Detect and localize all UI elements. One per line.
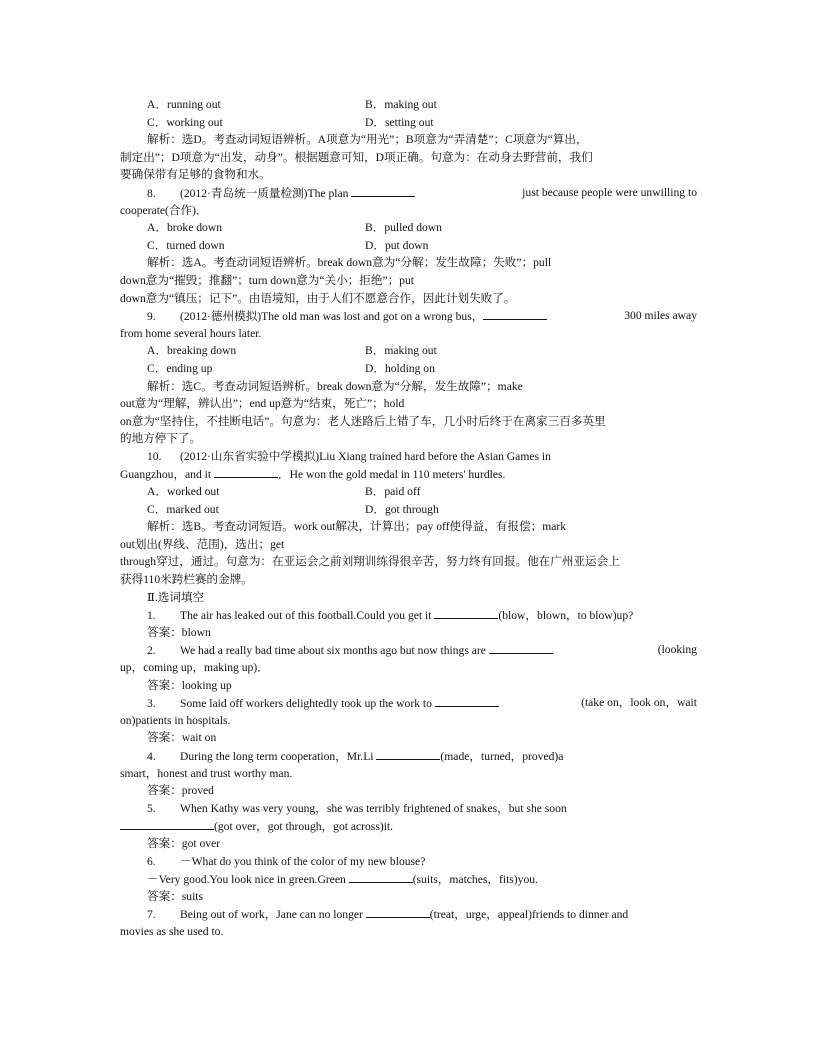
fill-q5-post: (got over，got through，got across)it. (214, 820, 394, 834)
fill-q2-number: 2. (147, 644, 156, 658)
q7-options-row-2 (0, 114, 816, 132)
fill-q3-post: (take on，look on，wait (581, 696, 697, 710)
q10-answer-blank (214, 465, 278, 478)
q10-analysis-line-3: through穿过，通过。句意为：在亚运会之前刘翔训练得很辛苦，努力终有回报。他在广州亚运会上 (120, 555, 620, 569)
q9-stem-line-2: from home several hours later. (120, 326, 262, 340)
q8-stem-pre: (2012·青岛统一质量检测)The plan (180, 186, 349, 200)
q10-number: 10. (147, 449, 162, 463)
fill-q3-pre: Some laid off workers delightedly took up the work to (180, 697, 432, 711)
q9-options-row-1 (0, 342, 816, 360)
fill-q2-post: (looking (657, 643, 697, 657)
q7-option-d: D．setting out (365, 115, 434, 129)
fill-q2-stem (0, 641, 816, 659)
q7-options-row-1 (0, 96, 816, 114)
q10-option-a: A．worked out (147, 485, 220, 499)
q9-option-c: C．ending up (147, 361, 213, 375)
q10-stem-line-1-text: (2012·山东省实验中学模拟)Liu Xiang trained hard before the Asian Games in (180, 449, 551, 463)
q10-option-b: B．paid off (365, 485, 421, 499)
fill-q7-answer-blank (366, 905, 430, 918)
document-page (0, 96, 816, 941)
q9-analysis-line-3: on意为“坚持住，不挂断电话”。句意为：老人迷路后上错了车，几小时后终于在离家三百多英里 (120, 414, 606, 428)
fill-q5-answer: 答案：got over (147, 836, 221, 850)
q10-stem-line-1 (0, 448, 816, 466)
fill-q5-line-2 (0, 817, 816, 835)
q7-analysis-line-3: 要确保带有足够的食物和水。 (120, 168, 271, 182)
fill-q2-answer: 答案：looking up (147, 678, 232, 692)
fill-q2-answer-blank (489, 641, 553, 654)
fill-q6-answer-blank (349, 870, 413, 883)
fill-q1-pre: The air has leaked out of this football.Could you get it (180, 609, 432, 623)
q9-stem-pre: (2012·德州模拟)The old man was lost and got on a wrong bus， (180, 310, 484, 324)
q8-option-c: C．turned down (147, 238, 225, 252)
q7-option-a: A．running out (147, 98, 221, 111)
fill-q6-line-2 (0, 870, 816, 888)
q8-answer-blank (351, 184, 415, 197)
q10-analysis-line-1: 解析：选B。考查动词短语。work out解决，计算出；pay off使得益，有报偿；mark (147, 520, 567, 534)
fill-q6-line-1: －What do you think of the color of my new blouse? (180, 854, 426, 868)
section-2-title: Ⅱ.选词填空 (147, 590, 205, 604)
q9-analysis-line-2: out意为“理解，辨认出”；end up意为“结束，死亡”；hold (120, 397, 405, 411)
q9-stem-post: 300 miles away (624, 309, 697, 323)
fill-q1-answer: 答案：blown (147, 625, 211, 639)
fill-q6-number: 6. (147, 854, 156, 868)
q8-analysis-line-2: down意为“摧毁；推翻”；turn down意为“关小；拒绝”；put (120, 273, 415, 287)
q7-option-b: B．making out (365, 98, 437, 111)
q8-stem-line-2: cooperate(合作)． (120, 203, 208, 217)
q9-option-a: A．breaking down (147, 344, 237, 358)
q9-analysis-line-1: 解析：选C。考查动词短语辨析。break down意为“分解，发生故障”；make (147, 379, 523, 393)
q9-stem-line-1 (0, 307, 816, 325)
q10-analysis-line-4: 获得110米跨栏赛的金牌。 (120, 573, 253, 587)
q10-options-row-1 (0, 483, 816, 501)
q8-option-d: D．put down (365, 238, 429, 252)
fill-q4-stem (0, 747, 816, 765)
fill-q6-pre: －Very good.You look nice in green.Green (147, 873, 346, 887)
fill-q1-post: (blow，blown，to blow)up? (498, 609, 634, 623)
fill-q7-stem (0, 905, 816, 923)
fill-q4-line-2: smart，honest and trust worthy man. (120, 766, 293, 780)
fill-q4-pre: During the long term cooperation，Mr.Li (180, 749, 374, 763)
q7-analysis-line-1: 解析：选D。考查动词短语辨析。A项意为“用光”；B项意为“弄清楚”；C项意为“算出， (147, 133, 588, 147)
fill-q7-post: (treat，urge，appeal)friends to dinner and (429, 908, 629, 922)
fill-q4-number: 4. (147, 749, 156, 763)
q10-option-d: D．got through (365, 502, 439, 516)
q9-answer-blank (483, 307, 547, 320)
q7-analysis-line-2: 制定出”；D项意为“出发，动身”。根据题意可知，D项正确。句意为：在动身去野营前，我们 (120, 150, 593, 164)
q10-option-c: C．marked out (147, 502, 219, 516)
fill-q5-stem (0, 800, 816, 818)
q9-analysis-line-4: 的地方停下了。 (120, 432, 202, 446)
q8-options-row-1 (0, 219, 816, 237)
fill-q2-pre: We had a really bad time about six months ago but now things are (180, 644, 486, 658)
q8-option-b: B．pulled down (365, 221, 442, 235)
q9-number: 9. (147, 310, 156, 324)
fill-q1-number: 1. (147, 609, 156, 623)
fill-q6-answer: 答案：suits (147, 889, 204, 903)
fill-q7-line-2: movies as she used to. (120, 924, 224, 938)
q10-stem-pre: Guangzhou，and it (120, 468, 212, 482)
fill-q3-answer-blank (435, 694, 499, 707)
q8-analysis-line-1: 解析：选A。考查动词短语辨析。break down意为“分解；发生故障；失败”；pull (147, 256, 552, 270)
q10-options-row-2 (0, 501, 816, 519)
q8-number: 8. (147, 186, 156, 200)
fill-q5-line-1: When Kathy was very young，she was terribly frightened of snakes，but she soon (180, 801, 567, 815)
fill-q5-number: 5. (147, 801, 156, 815)
fill-q1-answer-blank (434, 606, 498, 619)
fill-q1-stem (0, 606, 816, 624)
q10-analysis-line-2: out划出(界线、范围)，选出；get (120, 537, 285, 551)
q9-option-d: D．holding on (365, 361, 435, 375)
fill-q2-line-2: up，coming up，making up)． (120, 661, 269, 674)
fill-q7-number: 7. (147, 908, 156, 922)
fill-q4-answer: 答案：proved (147, 784, 214, 798)
fill-q7-pre: Being out of work，Jane can no longer (180, 908, 363, 922)
fill-q3-stem (0, 694, 816, 712)
fill-q3-answer: 答案：wait on (147, 731, 217, 745)
q10-stem-line-2 (0, 465, 816, 483)
fill-q5-answer-blank (120, 817, 214, 830)
fill-q3-number: 3. (147, 697, 156, 711)
fill-q3-line-2: on)patients in hospitals. (120, 713, 231, 727)
q8-option-a: A．broke down (147, 221, 223, 235)
fill-q6-post: (suits，matches，fits)you. (412, 873, 538, 887)
q10-stem-post: ．He won the gold medal in 110 meters' hurdles. (278, 468, 506, 482)
q9-options-row-2 (0, 360, 816, 378)
q8-stem-post: just because people were unwilling to (522, 185, 697, 199)
fill-q6-stem (0, 853, 816, 871)
fill-q4-answer-blank (376, 747, 440, 760)
q9-option-b: B．making out (365, 344, 437, 358)
q7-option-c: C．working out (147, 115, 223, 129)
fill-q4-post: (made，turned，proved)a (440, 749, 564, 763)
q8-stem-line-1 (0, 184, 816, 202)
q8-options-row-2 (0, 237, 816, 255)
q8-analysis-line-3: down意为“镇压；记下”。由语境知，由于人们不愿意合作，因此计划失败了。 (120, 291, 516, 305)
